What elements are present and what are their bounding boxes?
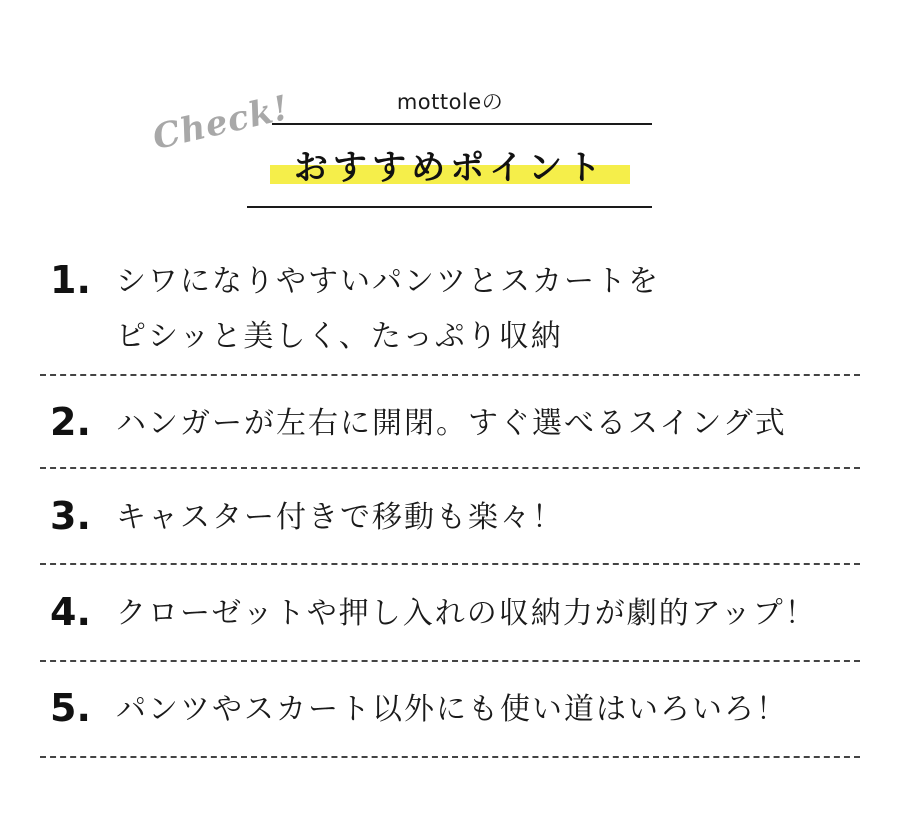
item-number: 1. [50, 258, 91, 302]
dashed-divider [40, 563, 860, 565]
header-rule-top [272, 123, 652, 125]
item-number: 3. [50, 494, 91, 538]
item-text-line: シワになりやすいパンツとスカートを [116, 264, 660, 299]
page-title: おすすめポイント [293, 148, 607, 188]
item-text-line: キャスター付きで移動も楽々！ [116, 500, 564, 535]
item-text-line: ピシッと美しく、たっぷり収納 [116, 319, 563, 354]
dashed-divider [40, 467, 860, 469]
dashed-divider [40, 374, 860, 376]
brand-label: mottoleの [396, 90, 504, 114]
dashed-divider [40, 756, 860, 758]
dashed-divider [40, 660, 860, 662]
item-text-line: クローゼットや押し入れの収納力が劇的アップ！ [116, 596, 817, 631]
item-text-line: パンツやスカート以外にも使い道はいろいろ！ [116, 692, 788, 727]
header [0, 0, 900, 230]
item-number: 2. [50, 400, 91, 444]
item-number: 4. [50, 590, 91, 634]
item-text-line: ハンガーが左右に開閉。すぐ選べるスイング式 [116, 406, 787, 441]
item-number: 5. [50, 686, 91, 730]
header-rule-bottom [247, 206, 652, 208]
check-badge: Check! [149, 87, 294, 158]
